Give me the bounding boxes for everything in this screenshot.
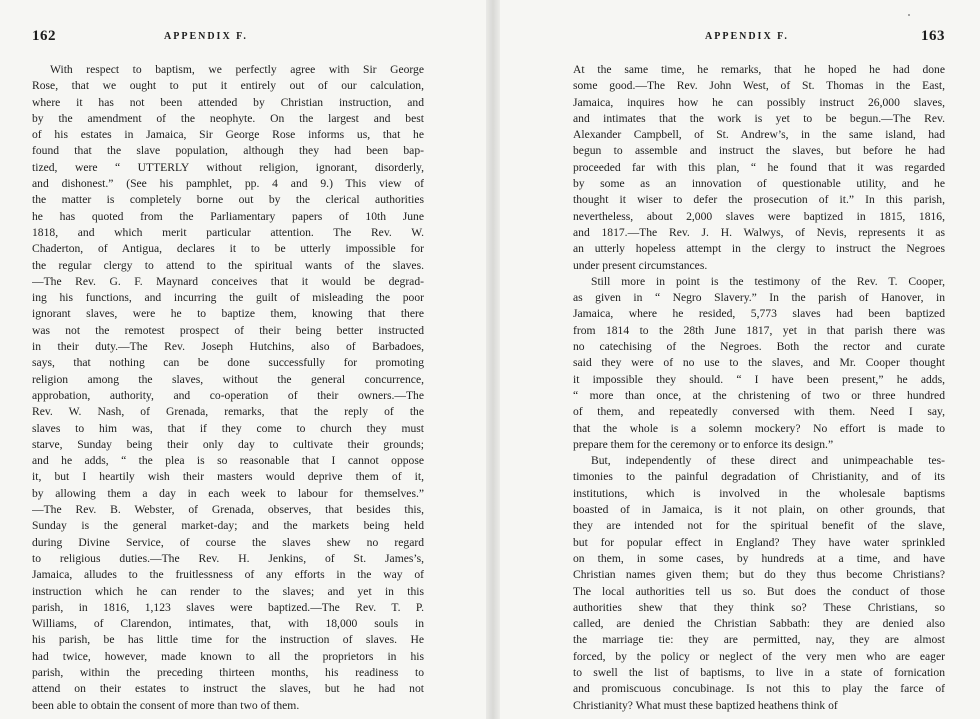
text-line: under present circumstances. <box>573 258 708 272</box>
text-line: Rev. W. Nash, of Grenada, remarks, that the reply of the <box>32 405 424 419</box>
text-line: Williams, of Clarendon, intimates, that, with 18,000 souls in <box>32 617 424 631</box>
right-page-header <box>573 28 945 48</box>
text-line: his parish, be has little time for the instruction of slaves. He <box>32 633 424 647</box>
text-line: —The Rev. B. Webster, of Grenada, observes, that besides this, <box>32 503 424 517</box>
text-line: the marriage tie: they are permitted, nay, they are almost <box>573 633 945 647</box>
text-line: begun to assemble and instruct the slaves, but before he had <box>573 144 945 158</box>
text-line: boasted of in Jamaica, is it not plain, on other grounds, that <box>573 503 945 517</box>
text-line: to religious duties.—The Rev. H. Jenkins, of St. James’s, <box>32 551 424 565</box>
text-line: he has quoted from the Parliamentary papers of 10th June <box>32 209 424 223</box>
text-line: as given in “ Negro Slavery.” In the parish of Hanover, in <box>573 291 945 305</box>
text-line: by allowing them a day in each week to labour for themselves.” <box>32 486 424 500</box>
text-line: found that the slave population, although they had been bap- <box>32 144 424 158</box>
left-page-number: 162 <box>32 28 56 44</box>
text-line: and he adds, “ the plea is so reasonable that I cannot oppose <box>32 454 424 468</box>
text-line: it impossible they should. “ I have been present,” he adds, <box>573 372 945 386</box>
text-line: proceeded far with this plan, “ he found that it was regarded <box>573 160 945 174</box>
left-page <box>32 28 424 714</box>
text-line: Rose, that we ought to put it entirely out of our calculation, <box>32 79 424 93</box>
text-line: by some as an innovation of questionable utility, and he <box>573 177 945 191</box>
text-line: to swell the list of baptisms, to live in a state of fornication <box>573 665 945 679</box>
text-line: “ more than once, at the christening of two or three hundred <box>573 388 945 402</box>
right-page-number: 163 <box>921 28 945 44</box>
text-line: during Divine Service, of course the slaves shew no regard <box>32 535 424 549</box>
text-line: Jamaica, inquires how he can possibly instruct 26,000 slaves, <box>573 95 945 109</box>
text-line: At the same time, he remarks, that he hoped he had done <box>573 63 945 76</box>
text-line: been able to obtain the consent of more than two of them. <box>32 698 300 712</box>
text-line: nevertheless, about 2,000 slaves were baptized in 1815, 1816, <box>573 209 945 223</box>
text-line: of his estates in Jamaica, Sir George Rose informs us, that he <box>32 128 424 142</box>
text-line: Christianity? What must these baptized heathens think of <box>573 698 838 712</box>
text-line: attend on their estates to instruct the slaves, but he had not <box>32 682 424 696</box>
text-line: that the whole is a solemn mockery? No effort is made to <box>573 421 945 435</box>
text-line: and intimates that the work is yet to be begun.—The Rev. <box>573 111 945 125</box>
text-line: and promiscuous concubinage. Is not this to play the farce of <box>573 682 945 696</box>
text-line: thought it wiser to defer the prosecution of it.” In this parish, <box>573 193 945 207</box>
text-line: timonies to the painful degradation of Christianity, and of its <box>573 470 945 484</box>
text-line: an utterly hopeless attempt in the clergy to instruct the Negroes <box>573 242 945 256</box>
text-line: and 1817.—The Rev. J. H. Walwys, of Nevis, represents it as <box>573 225 945 239</box>
text-line: the regular clergy to attend to the spiritual wants of the slaves. <box>32 258 424 272</box>
text-line: The local authorities tell us so. But does the conduct of those <box>573 584 945 598</box>
left-running-head: APPENDIX F. <box>164 31 248 42</box>
text-line: Jamaica, alludes to the fruitlessness of any efforts in the way of <box>32 568 424 582</box>
text-line: Sunday is the general market-day; and the markets being held <box>32 519 424 533</box>
text-line: prepare them for the ceremony or to enforce its design.” <box>573 437 834 451</box>
text-line: no catechising of the Negroes. Both the rector and curate <box>573 340 945 354</box>
text-line: some good.—The Rev. John West, of St. Thomas in the East, <box>573 79 945 93</box>
text-line: starve, Sunday being their only day to cultivate their grounds; <box>32 437 424 451</box>
text-line: ing his functions, and incurring the guilt of misleading the poor <box>32 291 424 305</box>
text-line: Alexander Campbell, of St. Andrew’s, in the same island, had <box>573 128 945 142</box>
text-line: 1818, and which merit particular attention. The Rev. W. <box>32 225 424 239</box>
text-line: ignorant slaves, were he to baptize them, knowing that there <box>32 307 424 321</box>
text-line: forced, by the policy or neglect of the very men who are eager <box>573 649 945 663</box>
text-line: —The Rev. G. F. Maynard conceives that it would be degrad- <box>32 274 424 288</box>
paper-speck <box>908 14 910 16</box>
text-line: it, but I heartily wish their masters would deprive them of it, <box>32 470 424 484</box>
text-line: With respect to baptism, we perfectly agree with Sir George <box>50 63 424 76</box>
text-line: where it has not been attended by Christian instruction, and <box>32 95 424 109</box>
text-line: instruction which he can render to the slaves; and yet in this <box>32 584 424 598</box>
text-line: religion among the slaves, without the general concurrence, <box>32 372 424 386</box>
text-line: the matter is completely borne out by the clerical authorities <box>32 193 424 207</box>
text-line: had twice, however, made known to all the proprietors in his <box>32 649 424 663</box>
right-running-head: APPENDIX F. <box>705 31 789 42</box>
text-line: But, independently of these direct and unimpeachable tes- <box>591 454 945 468</box>
text-line: in their duty.—The Rev. Joseph Hutchins, also of Barbadoes, <box>32 340 424 354</box>
text-line: but for popular effect in England? They have water sprinkled <box>573 535 945 549</box>
text-line: slaves to him was, that if they come to church they must <box>32 421 424 435</box>
text-line: Still more in point is the testimony of the Rev. T. Cooper, <box>591 274 945 288</box>
left-page-header <box>32 28 424 48</box>
book-gutter <box>486 0 500 719</box>
text-line: says, that nothing can be done successfully for promoting <box>32 356 424 370</box>
text-line: on them, in some cases, by hundreds at a time, and have <box>573 551 945 565</box>
text-line: Christian names given them; but do they thus become Christians? <box>573 568 945 582</box>
text-line: Chaderton, of Antigua, declares it to be utterly impossible for <box>32 242 424 256</box>
text-line: authorities shew that they think so? These Christians, so <box>573 600 945 614</box>
text-line: tized, were “ UTTERLY without religion, ignorant, disorderly, <box>32 160 424 174</box>
text-line: said they were of no use to the slaves, and Mr. Cooper thought <box>573 356 945 370</box>
left-page-text <box>32 62 424 714</box>
text-line: they are intended not for the spiritual benefit of the slave, <box>573 519 945 533</box>
text-line: institutions, which is involved in the wholesale baptisms <box>573 486 945 500</box>
right-page-text <box>573 62 945 714</box>
text-line: approbation, authority, and co-operation of their owners.—The <box>32 388 424 402</box>
text-line: parish, within the preceding thirteen months, his readiness to <box>32 665 424 679</box>
text-line: called, are denied the Christian Sabbath: they are denied also <box>573 617 945 631</box>
text-line: by the amendment of the neophyte. On the largest and best <box>32 111 424 125</box>
text-line: parish, in 1816, 1,123 slaves were baptized.—The Rev. T. P. <box>32 600 424 614</box>
text-line: from 1814 to the 28th June 1817, yet in that parish there was <box>573 323 945 337</box>
text-line: of them, and repeatedly conversed with them. Need I say, <box>573 405 945 419</box>
right-page <box>573 28 945 714</box>
text-line: and dishonest.” (See his pamphlet, pp. 4 and 9.) This view of <box>32 177 424 191</box>
text-line: was not the remotest prospect of their being better instructed <box>32 323 424 337</box>
text-line: Jamaica, where he resided, 5,773 slaves had been baptized <box>573 307 945 321</box>
